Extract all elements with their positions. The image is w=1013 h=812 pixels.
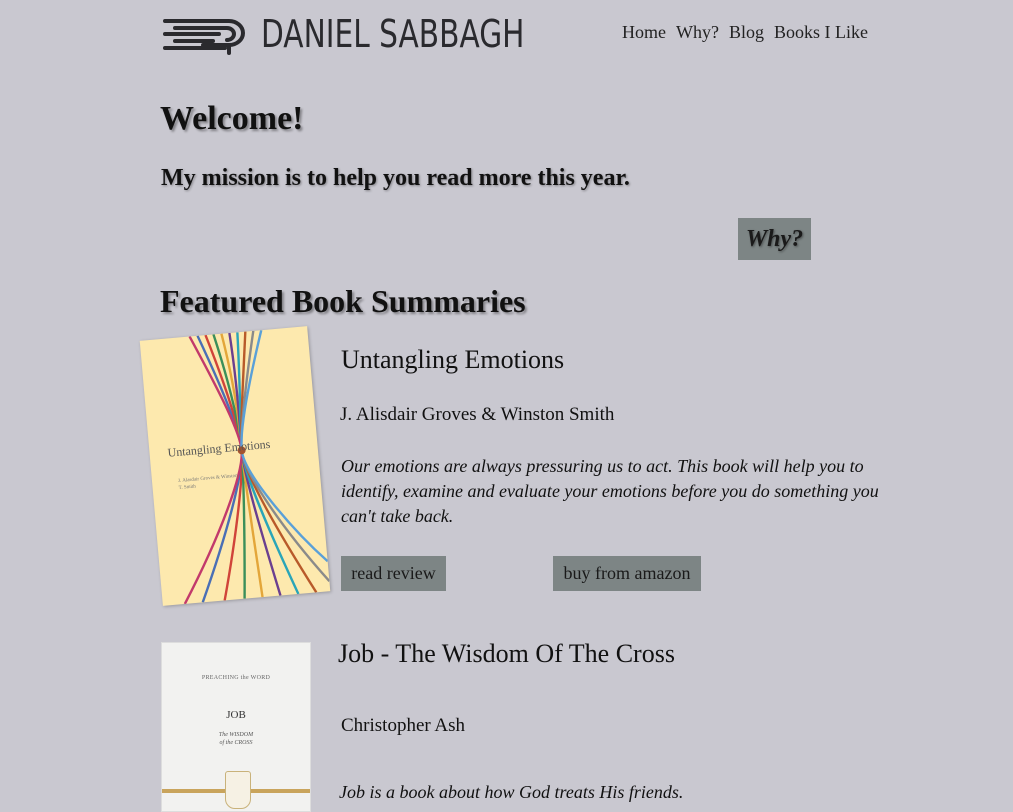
site-logo[interactable] <box>163 12 599 56</box>
cover-emblem-icon <box>225 771 251 809</box>
site-header <box>0 0 1013 70</box>
read-review-button[interactable]: read review <box>341 556 446 591</box>
buy-from-amazon-button[interactable]: buy from amazon <box>553 556 701 591</box>
nav-why[interactable]: Why? <box>676 22 719 42</box>
cover-subtitle-line2: of the CROSS <box>219 740 253 746</box>
book-description: Job is a book about how God treats His friends. <box>339 782 684 802</box>
cover-title: JOB <box>226 709 246 721</box>
book-title-job[interactable]: Job - The Wisdom Of The Cross <box>338 639 675 668</box>
book-author: J. Alisdair Groves & Winston Smith <box>340 404 615 425</box>
cover-subtitle-line1: The WISDOM <box>218 732 254 738</box>
book-author: Christopher Ash <box>341 715 466 736</box>
cover-subtitle <box>162 731 310 747</box>
tangled-threads-art <box>140 326 331 606</box>
nav-books-i-like[interactable]: Books I Like <box>774 22 868 42</box>
nav-home[interactable]: Home <box>622 22 666 42</box>
why-button[interactable]: Why? <box>738 218 811 260</box>
book-logo-icon <box>163 13 249 55</box>
mission-text: My mission is to help you read more this year. <box>161 165 630 191</box>
logo-text: DANIEL SABBAGH <box>261 12 525 56</box>
welcome-heading: Welcome! <box>160 100 304 137</box>
cover-title: Untangling Emotions <box>166 436 271 460</box>
main-nav <box>622 22 868 43</box>
book-description: Our emotions are always pressuring us to act. This book will help you to identify, examine and evaluate your emotions before you do something you can't take back. <box>341 456 879 526</box>
book-cover-untangling-emotions[interactable] <box>140 326 331 606</box>
book-title-untangling-emotions[interactable]: Untangling Emotions <box>341 345 565 374</box>
featured-heading: Featured Book Summaries <box>160 283 526 319</box>
book-cover-job[interactable] <box>161 642 311 812</box>
nav-blog[interactable]: Blog <box>728 22 764 42</box>
cover-authors: J. Alasdair Groves & Winston T. Smith <box>177 473 238 491</box>
cover-series: PREACHING the WORD <box>201 675 271 681</box>
